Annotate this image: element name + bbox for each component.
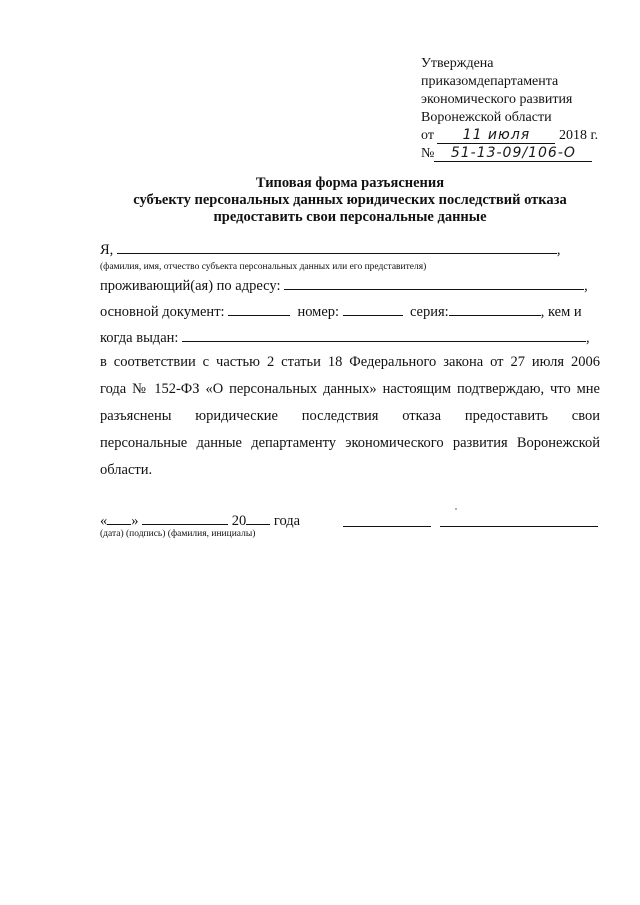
address-field[interactable] xyxy=(284,277,584,290)
scan-speck xyxy=(455,508,457,510)
name-end: , xyxy=(556,242,561,258)
date-year-field[interactable] xyxy=(246,512,270,525)
document-row xyxy=(100,303,600,321)
statement-line-1: в соответствии с частью 2 статьи 18 Федерального закона от 27 июля 2006 xyxy=(100,354,600,370)
issued-by-label: , кем и xyxy=(540,304,582,320)
issued-label: когда выдан: xyxy=(100,330,179,346)
title-line-3: предоставить свои персональные данные xyxy=(213,209,487,225)
title-line-1: Типовая форма разъяснения xyxy=(255,175,445,191)
approval-block xyxy=(421,55,621,163)
signature-hint: (дата) (подпись) (фамилия, инициалы) xyxy=(100,529,256,539)
issued-row xyxy=(100,329,600,347)
issued-field[interactable] xyxy=(182,329,586,342)
signature-field[interactable] xyxy=(343,526,431,527)
document-field[interactable] xyxy=(228,303,290,316)
date-open-quote: « xyxy=(100,513,108,529)
issued-end: , xyxy=(586,330,590,346)
date-row xyxy=(100,512,300,530)
approval-number-handwritten: 51-13-09/106-О xyxy=(434,146,592,162)
name-field[interactable] xyxy=(117,241,557,254)
approval-date-year: 2018 г. xyxy=(558,128,599,143)
name-hint: (фамилия, имя, отчество субъекта персональных данных или его представителя) xyxy=(100,262,427,272)
approval-number-prefix: № xyxy=(421,146,435,161)
form-title xyxy=(60,175,640,226)
title-line-2: субъекту персональных данных юридических последствий отказа xyxy=(133,192,567,208)
date-century: 20 xyxy=(231,513,247,529)
document-series-label: серия: xyxy=(409,304,449,320)
address-end: , xyxy=(584,278,588,294)
approval-line-2: приказомдепартамента xyxy=(421,74,559,89)
statement-line-3: разъяснены юридические последствия отказа предоставить свои xyxy=(100,408,600,424)
document-series-field[interactable] xyxy=(449,303,541,316)
full-name-initials-field[interactable] xyxy=(440,526,598,527)
approval-number xyxy=(421,145,621,163)
statement-paragraph xyxy=(100,349,600,484)
name-row xyxy=(100,241,600,259)
date-month-field[interactable] xyxy=(142,512,228,525)
approval-date-handwritten: 11 июля xyxy=(437,128,555,144)
address-row xyxy=(100,277,600,295)
address-label: проживающий(ая) по адресу: xyxy=(100,278,281,294)
statement-line-4: персональные данные департаменту экономического развития Воронежской xyxy=(100,435,600,451)
approval-line-4: Воронежской области xyxy=(421,110,552,125)
statement-line-2: года № 152-ФЗ «О персональных данных» настоящим подтверждаю, что мне xyxy=(100,381,600,397)
document-number-label: номер: xyxy=(297,304,340,320)
name-label: Я, xyxy=(100,242,114,258)
document-number-field[interactable] xyxy=(343,303,403,316)
approval-date-prefix: от xyxy=(421,128,434,143)
date-year-word: года xyxy=(273,513,301,529)
document-label: основной документ: xyxy=(100,304,225,320)
date-close-quote: » xyxy=(131,513,139,529)
date-day-field[interactable] xyxy=(107,512,131,525)
approval-line-3: экономического развития xyxy=(421,92,573,107)
approval-line-1: Утверждена xyxy=(421,56,494,71)
statement-line-5: области. xyxy=(100,462,153,478)
approval-date xyxy=(421,127,621,145)
